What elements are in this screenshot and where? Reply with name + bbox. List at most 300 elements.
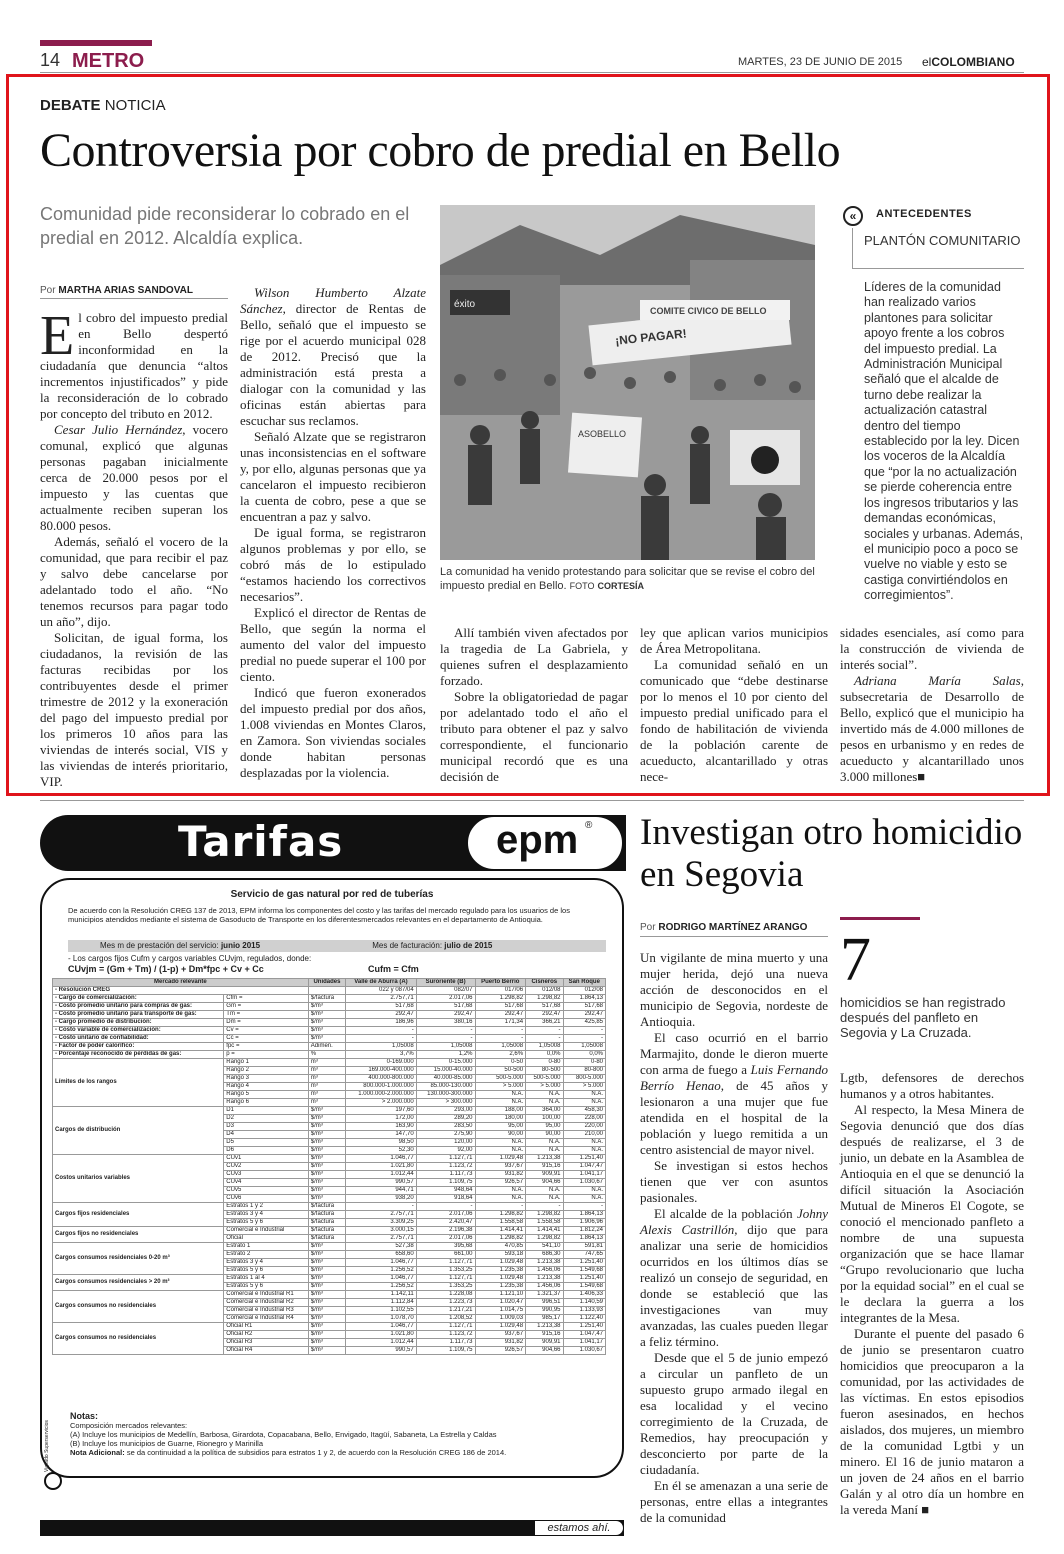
formula-fixed: Cufm = Cfm — [368, 964, 419, 974]
byline-author: RODRIGO MARTÍNEZ ARANGO — [658, 922, 808, 933]
table-cell: 2,6% — [475, 1051, 526, 1059]
table-cell: 909,91 — [526, 1171, 563, 1179]
table-cell: m³ — [308, 1075, 345, 1083]
table-cell: 15.000-40.000 — [416, 1067, 475, 1075]
table-cell: 188,00 — [475, 1107, 526, 1115]
column-header: San Roque — [563, 979, 606, 987]
paragraph: Desde que el 5 de junio empezó a circular un panfleto de un supuesto grupo armado ilegal en esa localidad y el vecino corregimiento de la Cruzada, de Remedios, hay preocupación y desconcierto por parte de la ciudadanía. — [640, 1350, 828, 1477]
row-symbol: p = — [224, 1051, 309, 1059]
table-row — [53, 1275, 606, 1283]
table-cell: 2.757,71 — [346, 995, 417, 1003]
table-cell: 1.046,77 — [346, 1275, 417, 1283]
table-cell: 1,2% — [416, 1051, 475, 1059]
table-cell: 1.014,75 — [475, 1307, 526, 1315]
paragraph: l cobro del impuesto predial en Bello despertó inconformidad en la ciudadanía que denuncia “altos incrementos injustificados” y pide la reconsideración de lo cobrado por concepto del tributo en 2012. — [40, 310, 228, 421]
table-cell: 275,90 — [416, 1131, 475, 1139]
table-cell: 52,30 — [346, 1147, 417, 1155]
table-cell: 996,51 — [526, 1299, 563, 1307]
table-cell: 1.009,03 — [475, 1315, 526, 1323]
table-cell: 3,7% — [346, 1051, 417, 1059]
table-cell: - — [563, 1035, 606, 1043]
person-name: Johny Alexis Castrillón — [640, 1206, 828, 1237]
article-byline — [40, 285, 193, 296]
table-cell: 2.420,47 — [416, 1219, 475, 1227]
row-label: D5 — [224, 1139, 309, 1147]
table-cell: $/m³ — [308, 1243, 345, 1251]
table-cell: 186,96 — [346, 1019, 417, 1027]
row-label: Estrato 1 — [224, 1243, 309, 1251]
row-label: Rango 1 — [224, 1059, 309, 1067]
row-symbol: Dm = — [224, 1019, 309, 1027]
table-cell: 169.000-400.000 — [346, 1067, 417, 1075]
table-cell: 1.021,80 — [346, 1163, 417, 1171]
table-cell: $/m³ — [308, 1027, 345, 1035]
table-cell: 458,30 — [563, 1107, 606, 1115]
table-cell: 1.046,77 — [346, 1259, 417, 1267]
table-cell: 1,05008 — [475, 1043, 526, 1051]
table-cell: N.A. — [475, 1099, 526, 1107]
table-cell: N.A. — [475, 1139, 526, 1147]
table-cell: 517,68 — [346, 1003, 417, 1011]
notes-title: Notas: — [70, 1411, 99, 1421]
row-label: Comercial e Industrial R2 — [224, 1299, 309, 1307]
table-cell: N.A. — [563, 1091, 606, 1099]
table-header-row — [53, 979, 606, 987]
article2-headline: Investigan otro homicidio en Segovia — [640, 812, 1023, 895]
table-cell: 1.864,13 — [563, 995, 606, 1003]
table-cell: 904,66 — [526, 1179, 563, 1187]
section-separator — [40, 800, 1024, 801]
table-cell: m³ — [308, 1067, 345, 1075]
sidebar-rule — [852, 268, 1024, 269]
table-cell: 147,70 — [346, 1131, 417, 1139]
protest-sign-text: COMITE CIVICO DE BELLO — [650, 306, 767, 316]
row-label: Estrato 2 — [224, 1251, 309, 1259]
table-cell: 3.309,25 — [346, 1219, 417, 1227]
table-cell: $/m³ — [308, 1195, 345, 1203]
group-label: Cargos consumos no residenciales — [53, 1323, 224, 1355]
paragraph: Solicitan, de igual forma, los ciudadanos, la revisión de las facturas recibidas por los contribuyentes desde el primer trimestre de 2012 y la exoneración del pago del impuesto predial por los primeros 10 años para las viviendas de interés social, VIS y las viviendas de interés prioritario, VIP. — [40, 630, 228, 789]
table-cell: - — [416, 1035, 475, 1043]
table-cell: - — [526, 1203, 563, 1211]
table-cell: 1.047,47 — [563, 1331, 606, 1339]
table-cell: 1.133,93 — [563, 1307, 606, 1315]
article-kicker — [40, 97, 166, 114]
table-cell: 80-500 — [526, 1067, 563, 1075]
column-header: Unidades — [308, 979, 345, 987]
table-cell: $/m³ — [308, 1131, 345, 1139]
table-cell: 1.251,40 — [563, 1275, 606, 1283]
table-cell: 292,47 — [475, 1011, 526, 1019]
table-cell: 425,85 — [563, 1019, 606, 1027]
table-cell: 1.217,21 — [416, 1307, 475, 1315]
table-cell: N.A. — [563, 1195, 606, 1203]
table-cell: > 5.000 — [526, 1083, 563, 1091]
table-cell: 0,0% — [563, 1051, 606, 1059]
table-cell: 1.102,55 — [346, 1307, 417, 1315]
page-number: 14 — [40, 50, 61, 70]
article-column-2 — [240, 285, 426, 781]
brand-prefix: el — [922, 55, 932, 69]
table-row — [53, 1107, 606, 1115]
table-cell: 1.127,71 — [416, 1155, 475, 1163]
table-cell: - — [563, 1027, 606, 1035]
row-label: Comercial e Industrial R4 — [224, 1315, 309, 1323]
row-symbol: Cc = — [224, 1035, 309, 1043]
table-cell: 1.047,47 — [563, 1163, 606, 1171]
caption-credit-label: FOTO — [569, 581, 595, 591]
table-cell: 800.000-1.000.000 — [346, 1083, 417, 1091]
row-label: D3 — [224, 1123, 309, 1131]
table-row — [53, 1043, 606, 1051]
paragraph: sidades esenciales, así como para la construcción de vivienda de interés social”. — [840, 625, 1024, 672]
table-cell: 1.117,73 — [416, 1171, 475, 1179]
table-cell: 197,60 — [346, 1107, 417, 1115]
row-label: - Cargo de comercialización: — [53, 995, 224, 1003]
epm-logo: epm — [496, 818, 579, 862]
table-cell: 1.235,38 — [475, 1267, 526, 1275]
table-cell: 1.127,71 — [416, 1259, 475, 1267]
row-label: Comercial e Industrial R3 — [224, 1307, 309, 1315]
article2-column-1 — [640, 950, 828, 1526]
table-cell: 022 y 087/04 — [346, 987, 417, 995]
table-cell: 95,00 — [475, 1123, 526, 1131]
table-cell: N.A. — [475, 1091, 526, 1099]
table-cell: 92,00 — [416, 1147, 475, 1155]
row-symbol: Gm = — [224, 1003, 309, 1011]
table-cell: 985,17 — [526, 1315, 563, 1323]
table-cell: $/factura — [308, 1227, 345, 1235]
table-cell: 926,57 — [475, 1347, 526, 1355]
table-cell: 2.757,71 — [346, 1211, 417, 1219]
table-cell: 1.127,71 — [416, 1323, 475, 1331]
column-header: Suroriente (B) — [416, 979, 475, 987]
table-cell: 944,71 — [346, 1187, 417, 1195]
column-header: Puerto Berrío — [475, 979, 526, 987]
table-cell: 517,68 — [526, 1003, 563, 1011]
note-additional-label: Nota Adicional: — [70, 1448, 125, 1457]
row-label: Estratos 3 y 4 — [224, 1259, 309, 1267]
table-cell: 517,68 — [563, 1003, 606, 1011]
byline-rule — [40, 298, 228, 299]
row-label: - Costo variable de comercialización: — [53, 1027, 224, 1035]
paragraph: El alcalde de la población — [654, 1206, 797, 1221]
table-row — [53, 1155, 606, 1163]
table-cell: N.A. — [475, 1147, 526, 1155]
table-cell: 1.021,80 — [346, 1331, 417, 1339]
table-cell: N.A. — [526, 1147, 563, 1155]
table-cell: $/m³ — [308, 1315, 345, 1323]
table-cell: $/factura — [308, 1219, 345, 1227]
table-cell: 1.029,48 — [475, 1275, 526, 1283]
table-cell: 1.549,68 — [563, 1267, 606, 1275]
table-cell: - — [346, 1027, 417, 1035]
paragraph: , de 45 años y lesionaron a una mujer que fue atendida en el hospital de la población y luego remitida a un centro asistencial de mayor nivel. — [640, 1078, 828, 1157]
table-cell: 2.017,06 — [416, 1235, 475, 1243]
table-cell: 0,0% — [526, 1051, 563, 1059]
table-cell: 1.549,68 — [563, 1283, 606, 1291]
paragraph: Explicó el director de Rentas de Bello, que según la norma el aumento del valor del impuesto predial no puede superar el 100 por ciento. — [240, 605, 426, 684]
table-cell: N.A. — [526, 1187, 563, 1195]
table-cell: $/m³ — [308, 1147, 345, 1155]
table-cell: N.A. — [563, 1187, 606, 1195]
row-label: - Cargo promedio de distribución: — [53, 1019, 224, 1027]
table-cell: 593,18 — [475, 1251, 526, 1259]
row-label: - Costo unitario de confiabilidad: — [53, 1035, 224, 1043]
table-cell: 0-50 — [475, 1059, 526, 1067]
article2-column-2 — [840, 1070, 1024, 1518]
paragraph: De igual forma, se registraron algunos problemas y por ello, se cobró más de lo estipulado “estamos haciendo los correctivos necesarios”. — [240, 525, 426, 604]
table-cell: $/factura — [308, 995, 345, 1003]
table-cell: $/m³ — [308, 1003, 345, 1011]
table-cell: $/m³ — [308, 1291, 345, 1299]
table-cell: 1.251,40 — [563, 1323, 606, 1331]
ad-slogan: estamos ahí. — [534, 1520, 624, 1536]
table-cell: m³ — [308, 1099, 345, 1107]
table-cell: > 5.000 — [563, 1083, 606, 1091]
table-cell: 012/08 — [526, 987, 563, 995]
paragraph: , director de Rentas de Bello, señaló que el impuesto se rige por el acuerdo municipal 028 de 2012. Precisó que la administración está presta a dialogar con la comunidad y las oficinas están abiertas para escuchar sus reclamos. — [240, 301, 426, 428]
table-cell: 366,21 — [526, 1019, 563, 1027]
row-label: Comercial e Industrial — [224, 1227, 309, 1235]
table-cell: 283,50 — [416, 1123, 475, 1131]
table-cell: 931,82 — [475, 1171, 526, 1179]
row-label: Estratos 1 y 2 — [224, 1203, 309, 1211]
table-cell: 95,00 — [526, 1123, 563, 1131]
table-cell: 1.298,82 — [475, 1235, 526, 1243]
photo-caption — [440, 565, 815, 593]
group-label: Límites de los rangos — [53, 1059, 224, 1107]
table-cell: $/m³ — [308, 1035, 345, 1043]
paragraph: Señaló Alzate que se registraron unas inconsistencias en el software y, por ello, algunas personas que ya cancelaron el impuesto recibieron la cuenta de cobro, pese a que se encuentran a paz y salvo. — [240, 429, 426, 524]
row-label: Oficial R4 — [224, 1347, 309, 1355]
table-cell: 171,34 — [475, 1019, 526, 1027]
row-label: D4 — [224, 1131, 309, 1139]
paragraph: , subsecretaria de Desarrollo de Bello, explicó que el municipio ha invertido más de 4.000 millones de pesos en urbanismo y en redes de acueducto y alcantarillado unos 3.000 millones — [840, 673, 1024, 784]
table-cell: 1,05008 — [526, 1043, 563, 1051]
table-cell: - — [475, 1035, 526, 1043]
table-cell: $/m³ — [308, 1139, 345, 1147]
table-cell: 1,05008 — [563, 1043, 606, 1051]
table-cell: 470,85 — [475, 1243, 526, 1251]
row-symbol: fpc = — [224, 1043, 309, 1051]
table-cell: 1.406,33 — [563, 1291, 606, 1299]
table-cell: - — [416, 1027, 475, 1035]
table-cell: $/m³ — [308, 1163, 345, 1171]
table-cell: 1.906,96 — [563, 1219, 606, 1227]
person-name: Wilson Humberto Alzate Sánchez — [240, 285, 426, 316]
table-cell: 527,38 — [346, 1243, 417, 1251]
table-cell: 938,20 — [346, 1195, 417, 1203]
table-cell: 904,66 — [526, 1347, 563, 1355]
table-cell: 130.000-300.000 — [416, 1091, 475, 1099]
table-cell: $/m³ — [308, 1115, 345, 1123]
section-name: METRO — [72, 50, 145, 72]
table-cell: 1.029,48 — [475, 1323, 526, 1331]
table-cell: $/m³ — [308, 1267, 345, 1275]
table-cell: 517,68 — [475, 1003, 526, 1011]
table-cell: N.A. — [563, 1099, 606, 1107]
table-row — [53, 995, 606, 1003]
table-cell: 292,47 — [416, 1011, 475, 1019]
table-cell: 1.020,47 — [475, 1299, 526, 1307]
table-cell: N.A. — [475, 1187, 526, 1195]
sidebar-title: PLANTÓN COMUNITARIO — [864, 233, 1021, 248]
byline-rule — [640, 936, 828, 937]
table-cell: 292,47 — [346, 1011, 417, 1019]
table-cell: 1.123,72 — [416, 1331, 475, 1339]
table-cell: N.A. — [563, 1139, 606, 1147]
table-cell: - — [526, 1027, 563, 1035]
table-cell: $/m³ — [308, 1299, 345, 1307]
paragraph: Además, señaló el vocero de la comunidad, que para recibir el paz y salvo debe cancelarse por adelantado todo el año. “No tenemos recursos para pagar todo un año”, dijo. — [40, 534, 228, 629]
table-cell: 292,47 — [526, 1011, 563, 1019]
protest-photo-illustration — [440, 205, 815, 560]
table-cell: 1.321,37 — [526, 1291, 563, 1299]
table-cell: $/m³ — [308, 1155, 345, 1163]
table-cell: 1.456,06 — [526, 1283, 563, 1291]
table-cell: 1.121,10 — [475, 1291, 526, 1299]
table-cell: 0-15.000 — [416, 1059, 475, 1067]
byline-prefix: Por — [40, 285, 56, 296]
table-cell: 1.812,24 — [563, 1227, 606, 1235]
row-label: CUv1 — [224, 1155, 309, 1163]
table-cell: 1.213,38 — [526, 1155, 563, 1163]
table-cell: 1.223,73 — [416, 1299, 475, 1307]
table-cell: 1,05008 — [416, 1043, 475, 1051]
article-column-5 — [840, 625, 1024, 785]
table-cell: 1.414,41 — [526, 1227, 563, 1235]
newspaper-brand — [922, 55, 1015, 69]
svg-text:éxito: éxito — [454, 299, 476, 310]
kicker-type: NOTICIA — [104, 97, 166, 114]
caption-credit: CORTESÍA — [597, 581, 645, 591]
row-label: Rango 4 — [224, 1083, 309, 1091]
table-cell: 918,64 — [416, 1195, 475, 1203]
table-cell: 1.030,67 — [563, 1179, 606, 1187]
table-cell: - — [475, 1203, 526, 1211]
paragraph: Sobre la obligatoriedad de pagar por adelantado todo el año el tributo para obtener el paz y salvo correspondiente, el funcionario municipal recordó que es una decisión de — [440, 689, 628, 784]
table-cell: 915,16 — [526, 1163, 563, 1171]
table-cell: 293,00 — [416, 1107, 475, 1115]
table-cell: 380,16 — [416, 1019, 475, 1027]
table-cell: 172,00 — [346, 1115, 417, 1123]
article-headline: Controversia por cobro de predial en Bello — [40, 124, 841, 177]
note-additional: se da continuidad a la política de subsidios para estratos 1 y 2, de acuerdo con la Resolución CREG 186 de 2014. — [126, 1448, 507, 1457]
group-label: Cargos de distribución — [53, 1107, 224, 1155]
table-cell: - — [416, 1203, 475, 1211]
row-label: D6 — [224, 1147, 309, 1155]
table-cell: 0-80 — [563, 1059, 606, 1067]
table-cell: $/m³ — [308, 1011, 345, 1019]
table-cell: 1.298,82 — [475, 995, 526, 1003]
table-cell: $/m³ — [308, 1123, 345, 1131]
table-cell: 1.029,48 — [475, 1155, 526, 1163]
table-cell: 082/07 — [416, 987, 475, 995]
table-row — [53, 1227, 606, 1235]
table-cell: 2.017,06 — [416, 995, 475, 1003]
table-cell: 1.864,13 — [563, 1235, 606, 1243]
table-row — [53, 1011, 606, 1019]
paragraph: Indicó que fueron exonerados del impuesto predial por dos años, 1.008 viviendas en Montes Claros, en Zamora. Son viviendas sociales donde habitan personas desplazadas por la violencia. — [240, 685, 426, 780]
row-label: Estratos 5 y 6 — [224, 1283, 309, 1291]
table-cell: $/m³ — [308, 1179, 345, 1187]
table-cell: 228,00 — [563, 1115, 606, 1123]
table-cell: m³ — [308, 1083, 345, 1091]
column-header: Valle de Aburrá (A) — [346, 979, 417, 987]
paragraph: Se investigan si estos hechos tienen que ver con asuntos pasionales. — [640, 1158, 828, 1205]
table-cell: 517,68 — [416, 1003, 475, 1011]
table-cell: 98,50 — [346, 1139, 417, 1147]
article-column-1 — [40, 305, 228, 790]
table-cell: 1.041,17 — [563, 1171, 606, 1179]
table-cell: m³ — [308, 1091, 345, 1099]
table-cell: - — [346, 1203, 417, 1211]
table-row — [53, 1203, 606, 1211]
table-cell: 1.140,59 — [563, 1299, 606, 1307]
byline-prefix: Por — [640, 922, 656, 933]
table-cell: 1.256,52 — [346, 1267, 417, 1275]
table-cell: $/m³ — [308, 1331, 345, 1339]
table-cell: $/m³ — [308, 1251, 345, 1259]
row-label: CUv2 — [224, 1163, 309, 1171]
billing-month: julio de 2015 — [444, 941, 493, 950]
table-cell: - — [346, 1035, 417, 1043]
table-cell: - — [526, 1035, 563, 1043]
table-cell: m³ — [308, 1059, 345, 1067]
superservicios-logo-icon — [44, 1472, 62, 1490]
row-label: Rango 3 — [224, 1075, 309, 1083]
paragraph: , dijo que para analizar una serie de homicidios ocurridos en los últimos días se realizó un consejo de seguridad, en donde se estableció que las investigaciones van muy avanzadas, las cuales pueden llegar a feliz término. — [640, 1222, 828, 1349]
formula-variable: CUvjm = (Gm + Tm) / (1-p) + Dm*fpc + Cv + Cc — [68, 964, 264, 974]
table-cell: % — [308, 1051, 345, 1059]
table-cell: 40.000-85.000 — [416, 1075, 475, 1083]
table-cell: N.A. — [526, 1195, 563, 1203]
tariff-periods — [68, 940, 606, 952]
table-cell: 289,20 — [416, 1115, 475, 1123]
table-cell: N.A. — [475, 1195, 526, 1203]
stat-text: homicidios se han registrado después del panfleto en Segovia y La Cruzada. — [840, 995, 1006, 1040]
person-name: Cesar Julio Hernández — [54, 422, 183, 437]
end-mark: ■ — [917, 769, 926, 784]
tariff-notes — [70, 1412, 610, 1457]
row-label: CUv6 — [224, 1195, 309, 1203]
table-cell: 1.029,48 — [475, 1259, 526, 1267]
group-label: Cargos consumos residenciales 0-20 m³ — [53, 1243, 224, 1275]
table-cell: 591,81 — [563, 1243, 606, 1251]
tariff-formula — [68, 954, 606, 974]
table-cell: 1.213,38 — [526, 1323, 563, 1331]
note-a: (A) Incluye los municipios de Medellín, Barbosa, Girardota, Copacabana, Bello, Envigado, Itagüí, Sabaneta, La Estrella y Caldas — [70, 1430, 497, 1439]
table-cell: $/m³ — [308, 1283, 345, 1291]
stat-number: 7 — [840, 926, 871, 994]
registered-mark: ® — [585, 820, 593, 831]
row-label: - Resolución CREG — [53, 987, 309, 995]
table-cell: 400.000-800.000 — [346, 1075, 417, 1083]
table-cell: 990,57 — [346, 1179, 417, 1187]
table-row — [53, 1291, 606, 1299]
table-cell: 926,57 — [475, 1179, 526, 1187]
ad-title: Tarifas — [178, 817, 344, 866]
table-cell: 937,67 — [475, 1331, 526, 1339]
table-cell: 500-5.000 — [475, 1075, 526, 1083]
table-cell: 1,05008 — [346, 1043, 417, 1051]
table-cell: 800-5.000 — [563, 1075, 606, 1083]
table-cell: 292,47 — [563, 1011, 606, 1019]
table-cell: $/m³ — [308, 1307, 345, 1315]
table-row — [53, 1019, 606, 1027]
service-month: junio 2015 — [220, 941, 261, 950]
